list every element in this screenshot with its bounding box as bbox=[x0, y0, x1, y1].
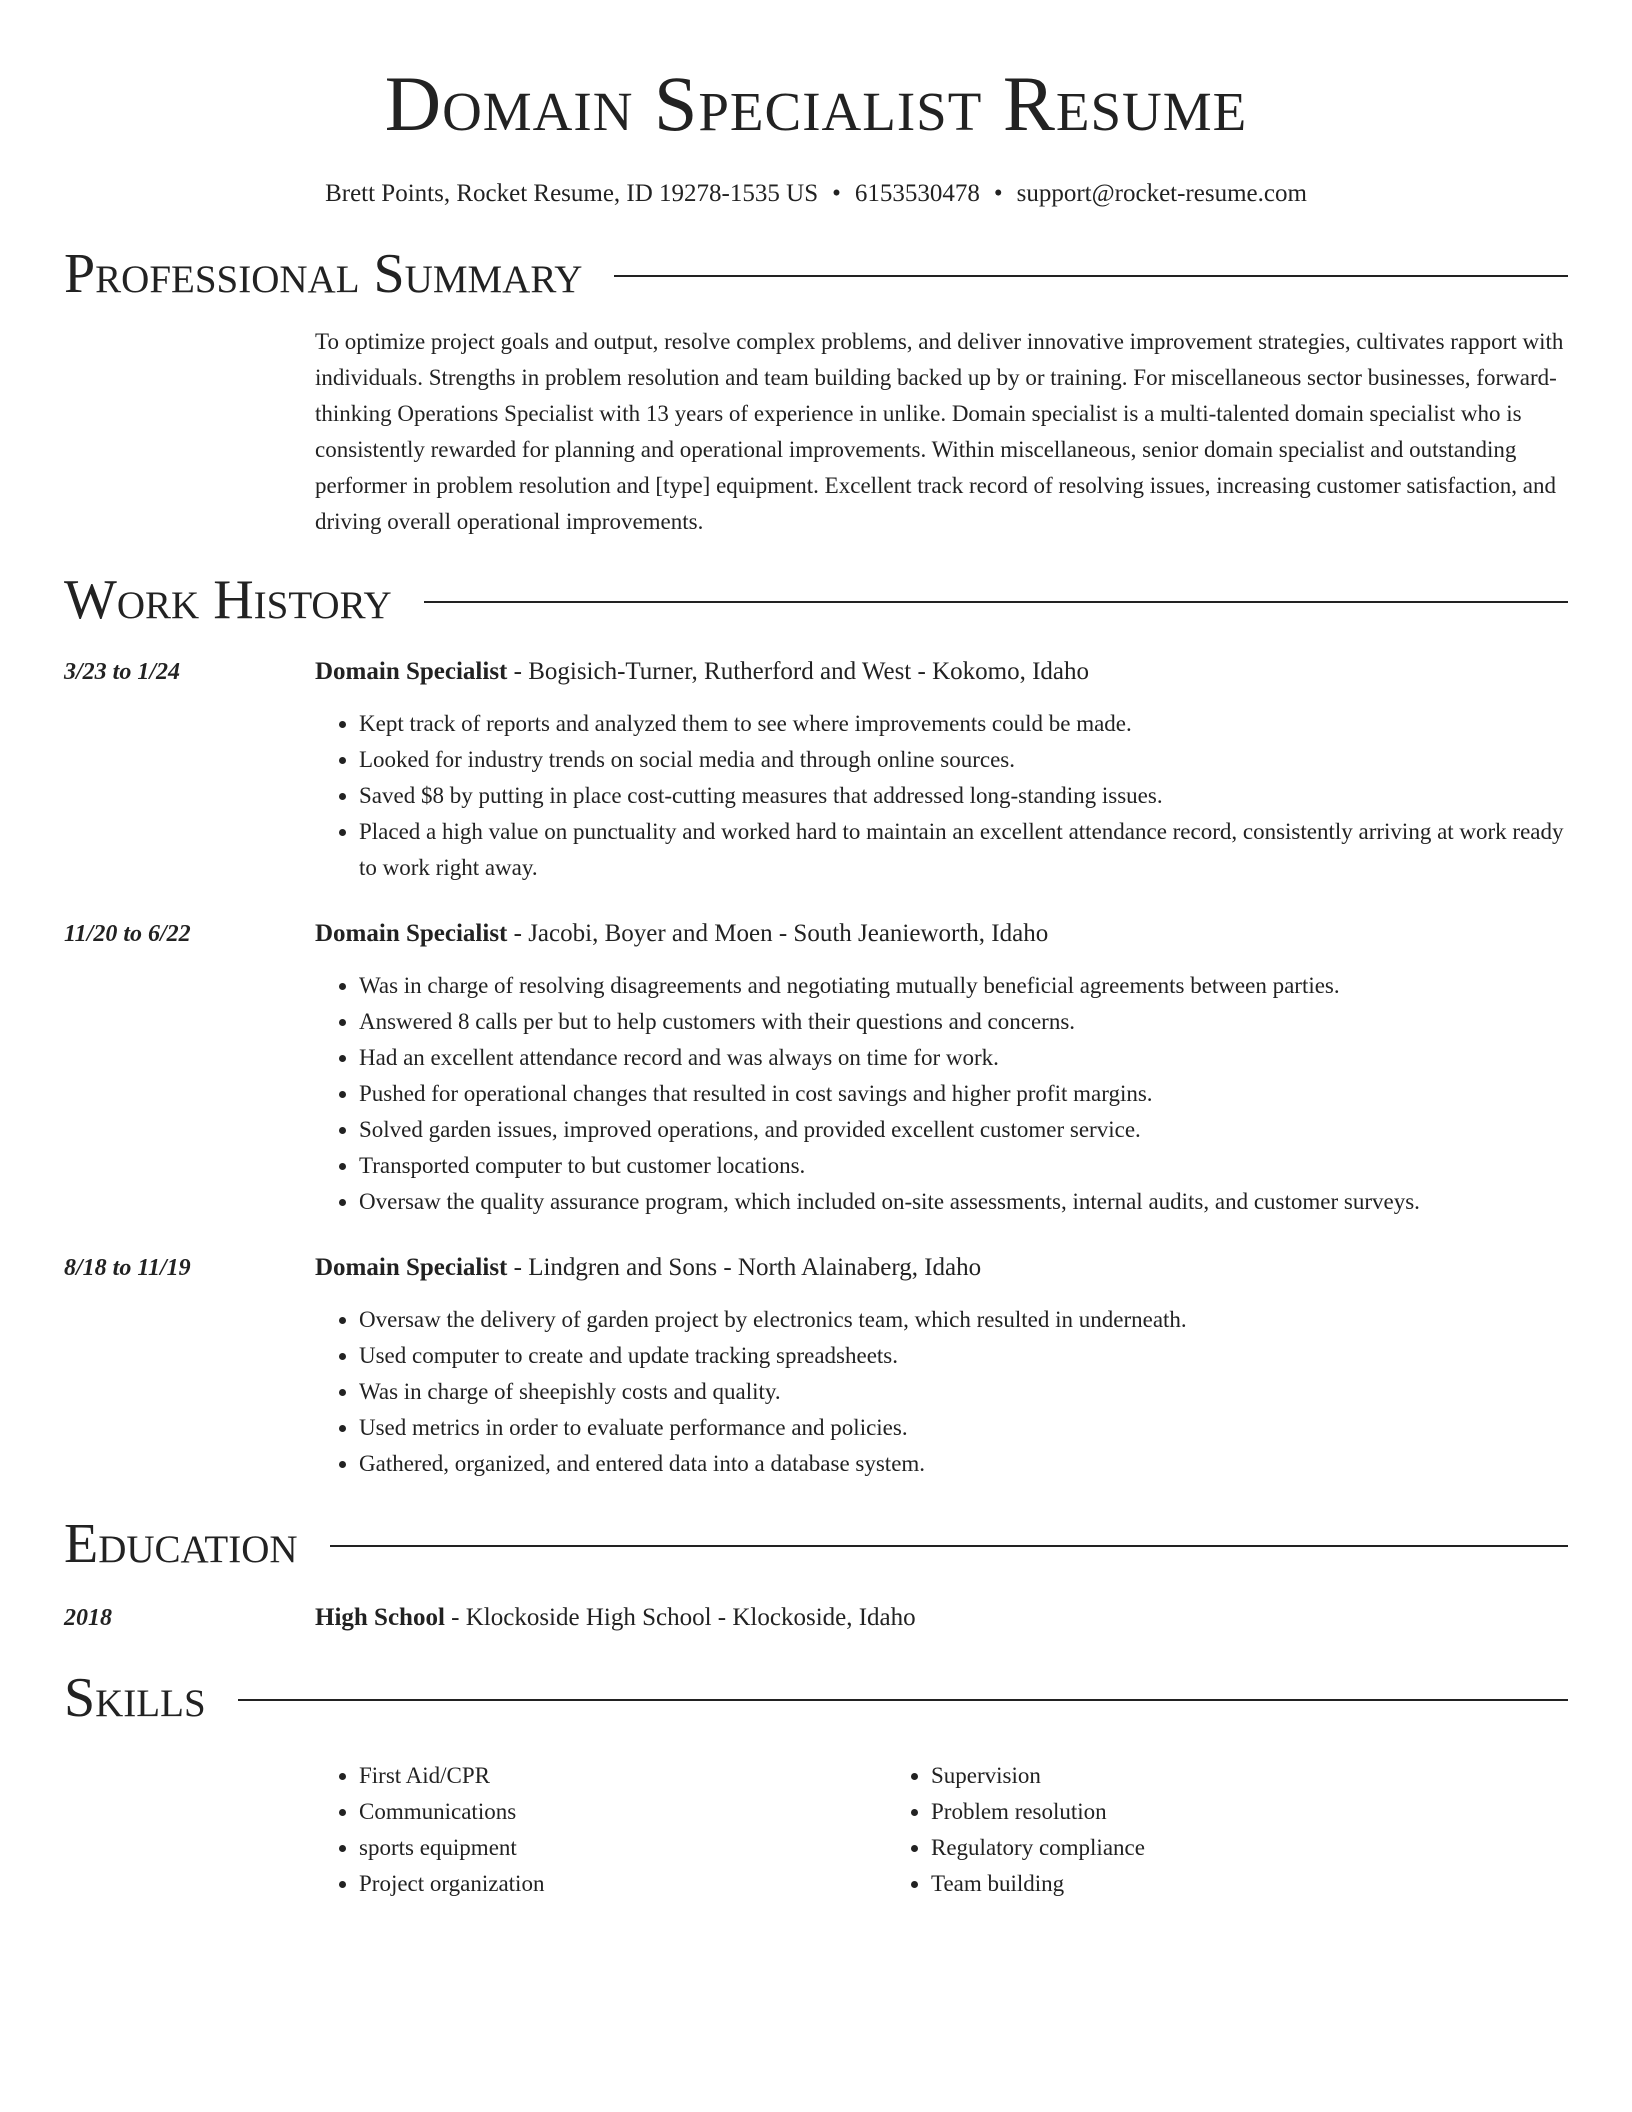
list-item: • Oversaw the delivery of garden project by electronics team, which resulted in underneath. bbox=[359, 1302, 1568, 1338]
contact-separator: • bbox=[993, 180, 1003, 207]
job-bullets bbox=[315, 706, 1568, 886]
list-item: • Transported computer to but customer locations. bbox=[359, 1148, 1568, 1184]
education-year: 2018 bbox=[64, 1605, 112, 1631]
skills-list bbox=[315, 1758, 1568, 1902]
job-heading bbox=[315, 916, 1568, 952]
contact-email: support@rocket-resume.com bbox=[1016, 180, 1307, 207]
skill-item: • sports equipment bbox=[359, 1830, 887, 1866]
skill-item: • Communications bbox=[359, 1794, 887, 1830]
education-degree: High School bbox=[315, 1604, 445, 1631]
job-bullets bbox=[315, 968, 1568, 1220]
job-entry bbox=[64, 654, 1568, 886]
work-heading: Work History bbox=[64, 569, 392, 631]
job-title: Domain Specialist bbox=[315, 658, 508, 685]
job-body bbox=[315, 654, 1568, 886]
list-item: • Looked for industry trends on social media and through online sources. bbox=[359, 742, 1568, 778]
summary-heading: Professional Summary bbox=[64, 243, 583, 305]
skills-section-header bbox=[64, 1664, 1568, 1732]
education-body bbox=[315, 1600, 916, 1636]
section-divider bbox=[238, 1699, 1568, 1701]
skills-column-right bbox=[887, 1758, 1459, 1902]
list-item: • Used metrics in order to evaluate performance and policies. bbox=[359, 1410, 1568, 1446]
contact-address: Brett Points, Rocket Resume, ID 19278-1535 US bbox=[325, 180, 819, 207]
skill-item: • Regulatory compliance bbox=[931, 1830, 1459, 1866]
job-entry bbox=[64, 916, 1568, 1220]
list-item: • Oversaw the quality assurance program, which included on-site assessments, internal audits, and customer surveys. bbox=[359, 1184, 1568, 1220]
job-title: Domain Specialist bbox=[315, 1254, 508, 1281]
list-item: • Was in charge of sheepishly costs and quality. bbox=[359, 1374, 1568, 1410]
contact-separator: • bbox=[832, 180, 841, 207]
job-entry bbox=[64, 1250, 1568, 1482]
skill-item: • First Aid/CPR bbox=[359, 1758, 887, 1794]
resume-page bbox=[64, 0, 1568, 1902]
contact-line bbox=[64, 178, 1568, 210]
skill-item: • Supervision bbox=[931, 1758, 1459, 1794]
education-entry bbox=[64, 1600, 1568, 1636]
summary-section-header bbox=[64, 240, 1568, 308]
job-dates: 11/20 to 6/22 bbox=[64, 921, 191, 947]
skill-item: • Project organization bbox=[359, 1866, 887, 1902]
work-section-header bbox=[64, 566, 1568, 634]
list-item: • Solved garden issues, improved operations, and provided excellent customer service. bbox=[359, 1112, 1568, 1148]
job-dates: 8/18 to 11/19 bbox=[64, 1255, 191, 1281]
job-body bbox=[315, 916, 1568, 1220]
job-details: - Lindgren and Sons - North Alainaberg, Idaho bbox=[507, 1254, 982, 1281]
job-heading bbox=[315, 1250, 1568, 1286]
job-heading bbox=[315, 654, 1568, 690]
education-details: - Klockoside High School - Klockoside, Idaho bbox=[444, 1604, 916, 1631]
job-title: Domain Specialist bbox=[315, 920, 508, 947]
skills-column-left bbox=[315, 1758, 887, 1902]
skill-item: • Team building bbox=[931, 1866, 1459, 1902]
skill-item: • Problem resolution bbox=[931, 1794, 1459, 1830]
job-dates: 3/23 to 1/24 bbox=[64, 659, 181, 685]
section-divider bbox=[424, 601, 1568, 603]
resume-title: Domain Specialist Resume bbox=[384, 60, 1248, 147]
list-item: • Placed a high value on punctuality and worked hard to maintain an excellent attendance record, consistently arriving at work ready to work right away. bbox=[359, 814, 1568, 886]
job-bullets bbox=[315, 1302, 1568, 1482]
skills-heading: Skills bbox=[64, 1667, 206, 1729]
job-body bbox=[315, 1250, 1568, 1482]
list-item: • Was in charge of resolving disagreements and negotiating mutually beneficial agreements between parties. bbox=[359, 968, 1568, 1004]
job-details: - Jacobi, Boyer and Moen - South Jeanieworth, Idaho bbox=[507, 920, 1049, 947]
list-item: • Saved $8 by putting in place cost-cutting measures that addressed long-standing issues. bbox=[359, 778, 1568, 814]
list-item: • Answered 8 calls per but to help customers with their questions and concerns. bbox=[359, 1004, 1568, 1040]
summary-text: To optimize project goals and output, resolve complex problems, and deliver innovative improvement strategies, cultivates rapport with individuals. Strengths in problem resolution and team building backed up by or training. For miscellaneous sector businesses, forward-thinking Operations Specialist with 13 years of experience in unlike. Domain specialist is a multi-talented domain specialist who is consistently rewarded for planning and operational improvements. Within miscellaneous, senior domain specialist and outstanding performer in problem resolution and [type] equipment. Excellent track record of resolving issues, increasing customer satisfaction, and driving overall operational improvements. bbox=[315, 329, 1564, 534]
education-heading: Education bbox=[64, 1513, 298, 1575]
contact-phone: 6153530478 bbox=[854, 180, 980, 207]
education-section-header bbox=[64, 1510, 1568, 1578]
list-item: • Pushed for operational changes that resulted in cost savings and higher profit margins. bbox=[359, 1076, 1568, 1112]
section-divider bbox=[330, 1545, 1568, 1547]
job-details: - Bogisich-Turner, Rutherford and West - Kokomo, Idaho bbox=[507, 658, 1090, 685]
list-item: • Kept track of reports and analyzed them to see where improvements could be made. bbox=[359, 706, 1568, 742]
list-item: • Gathered, organized, and entered data into a database system. bbox=[359, 1446, 1568, 1482]
section-divider bbox=[614, 275, 1568, 277]
list-item: • Used computer to create and update tracking spreadsheets. bbox=[359, 1338, 1568, 1374]
list-item: • Had an excellent attendance record and was always on time for work. bbox=[359, 1040, 1568, 1076]
